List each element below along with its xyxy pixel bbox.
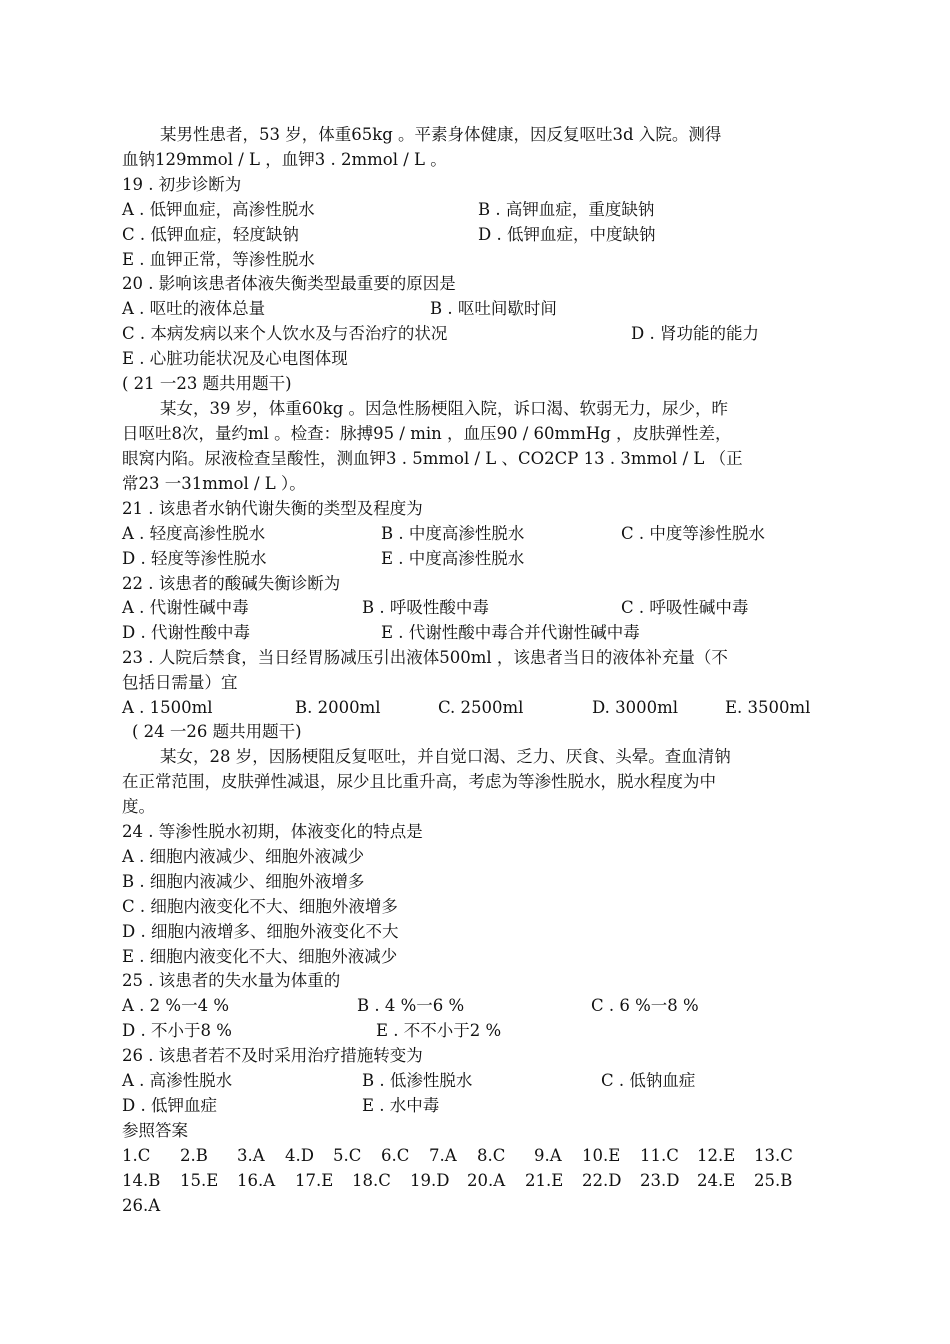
answer-item: 2.B — [180, 1146, 208, 1165]
q21-option-b: B . 中度高渗性脱水 — [381, 524, 525, 543]
q20-option-c: C . 本病发病以来个人饮水及与否治疗的状况 — [122, 324, 448, 343]
q25-stem: 25 . 该患者的失水量为体重的 — [122, 971, 341, 990]
q20-option-e: E . 心脏功能状况及心电图体现 — [122, 349, 348, 368]
q21-stem: 21 . 该患者水钠代谢失衡的类型及程度为 — [122, 499, 423, 518]
q23-option-c: C. 2500ml — [438, 698, 524, 717]
group-24-26-heading: ( 24 一26 题共用题干) — [132, 722, 302, 741]
q21-option-c: C . 中度等渗性脱水 — [621, 524, 765, 543]
q20-option-d: D . 肾功能的能力 — [631, 324, 759, 343]
q19-option-a: A . 低钾血症，高渗性脱水 — [122, 200, 315, 219]
q26-option-e: E . 水中毒 — [362, 1096, 440, 1115]
q25-option-c: C . 6 %一8 % — [591, 996, 699, 1015]
answer-item: 10.E — [582, 1146, 621, 1165]
q24-option-d: D . 细胞内液增多、细胞外液变化不大 — [122, 922, 399, 941]
q21-option-d: D . 轻度等渗性脱水 — [122, 549, 267, 568]
q20-option-b: B . 呕吐间歇时间 — [430, 299, 557, 318]
q22-option-e: E . 代谢性酸中毒合并代谢性碱中毒 — [381, 623, 640, 642]
answer-item: 18.C — [352, 1171, 391, 1190]
answer-item: 4.D — [285, 1146, 314, 1165]
answer-item: 13.C — [754, 1146, 793, 1165]
answer-item: 22.D — [582, 1171, 622, 1190]
q23-option-b: B. 2000ml — [295, 698, 381, 717]
case3-line1: 某女，28 岁，因肠梗阻反复呕吐，并自觉口渴、乏力、厌食、头晕。查血清钠 — [160, 747, 731, 766]
q24-option-c: C . 细胞内液变化不大、细胞外液增多 — [122, 897, 398, 916]
q22-option-a: A . 代谢性碱中毒 — [122, 598, 249, 617]
q23-option-e: E. 3500ml — [725, 698, 811, 717]
q24-option-e: E . 细胞内液变化不大、细胞外液减少 — [122, 947, 398, 966]
answer-item: 25.B — [754, 1171, 793, 1190]
answer-item: 15.E — [180, 1171, 219, 1190]
case2-line1: 某女，39 岁，体重60kg 。因急性肠梗阻入院，诉口渴、软弱无力，尿少，昨 — [160, 399, 729, 418]
q24-option-a: A . 细胞内液减少、细胞外液减少 — [122, 847, 365, 866]
q26-option-c: C . 低钠血症 — [601, 1071, 696, 1090]
answer-item: 16.A — [237, 1171, 276, 1190]
case3-line2: 在正常范围，皮肤弹性减退，尿少且比重升高，考虑为等渗性脱水，脱水程度为中 — [122, 772, 716, 791]
q24-option-b: B . 细胞内液减少、细胞外液增多 — [122, 872, 365, 891]
answer-item: 26.A — [122, 1196, 161, 1215]
answer-item: 9.A — [534, 1146, 562, 1165]
answer-item: 24.E — [697, 1171, 736, 1190]
q25-option-d: D . 不小于8 % — [122, 1021, 232, 1040]
case2-line4: 常23 一31mmol / L ）。 — [122, 474, 306, 493]
answer-item: 8.C — [477, 1146, 506, 1165]
q23-stem-line1: 23 . 人院后禁食，当日经胃肠减压引出液体500ml ，该患者当日的液体补充量（不 — [122, 648, 728, 667]
q21-option-e: E . 中度高渗性脱水 — [381, 549, 525, 568]
case2-line3: 眼窝内陷。尿液检查呈酸性，测血钾3 . 5mmol / L 、CO2CP 13 . 3mmol / L （正 — [122, 449, 743, 468]
q22-option-d: D . 代谢性酸中毒 — [122, 623, 250, 642]
q25-option-b: B . 4 %一6 % — [357, 996, 465, 1015]
q25-option-e: E . 不不小于2 % — [376, 1021, 502, 1040]
answer-item: 23.D — [640, 1171, 680, 1190]
q20-option-a: A . 呕吐的液体总量 — [122, 299, 266, 318]
answers-title: 参照答案 — [122, 1121, 188, 1140]
q22-option-c: C . 呼吸性碱中毒 — [621, 598, 749, 617]
q23-option-d: D. 3000ml — [592, 698, 679, 717]
q19-option-d: D . 低钾血症，中度缺钠 — [478, 225, 656, 244]
q19-option-e: E . 血钾正常，等渗性脱水 — [122, 250, 315, 269]
q26-option-b: B . 低渗性脱水 — [362, 1071, 473, 1090]
q26-option-d: D . 低钾血症 — [122, 1096, 217, 1115]
q25-option-a: A . 2 %一4 % — [122, 996, 229, 1015]
answer-item: 1.C — [122, 1146, 151, 1165]
answer-item: 14.B — [122, 1171, 161, 1190]
q23-stem-line2: 包括日需量）宜 — [122, 673, 238, 692]
q22-stem: 22 . 该患者的酸碱失衡诊断为 — [122, 574, 341, 593]
q19-stem: 19 . 初步诊断为 — [122, 175, 242, 194]
q22-option-b: B . 呼吸性酸中毒 — [362, 598, 489, 617]
answer-item: 5.C — [333, 1146, 362, 1165]
answer-item: 6.C — [381, 1146, 410, 1165]
q23-option-a: A . 1500ml — [122, 698, 213, 717]
case2-line2: 日呕吐8次，量约ml 。检查：脉搏95 / min ，血压90 / 60mmHg ，皮肤弹性差， — [122, 424, 732, 443]
answer-item: 17.E — [295, 1171, 334, 1190]
q24-stem: 24 . 等渗性脱水初期，体液变化的特点是 — [122, 822, 423, 841]
answer-item: 11.C — [640, 1146, 679, 1165]
answer-item: 3.A — [237, 1146, 265, 1165]
answer-item: 21.E — [525, 1171, 564, 1190]
answer-item: 20.A — [467, 1171, 506, 1190]
q20-stem: 20 . 影响该患者体液失衡类型最重要的原因是 — [122, 274, 456, 293]
answer-item: 19.D — [410, 1171, 450, 1190]
group-21-23-heading: ( 21 一23 题共用题干) — [122, 374, 292, 393]
case3-line3: 度。 — [122, 797, 155, 816]
q26-stem: 26 . 该患者若不及时采用治疗措施转变为 — [122, 1046, 423, 1065]
answer-item: 7.A — [429, 1146, 457, 1165]
case1-intro-line1: 某男性患者，53 岁，体重65kg 。平素身体健康，因反复呕吐3d 入院。测得 — [160, 125, 722, 144]
q19-option-c: C . 低钾血症，轻度缺钠 — [122, 225, 299, 244]
q19-option-b: B . 高钾血症，重度缺钠 — [478, 200, 655, 219]
case1-intro-line2: 血钠129mmol / L ，血钾3 . 2mmol / L 。 — [122, 150, 447, 169]
answer-item: 12.E — [697, 1146, 736, 1165]
q26-option-a: A . 高渗性脱水 — [122, 1071, 233, 1090]
q21-option-a: A . 轻度高渗性脱水 — [122, 524, 266, 543]
